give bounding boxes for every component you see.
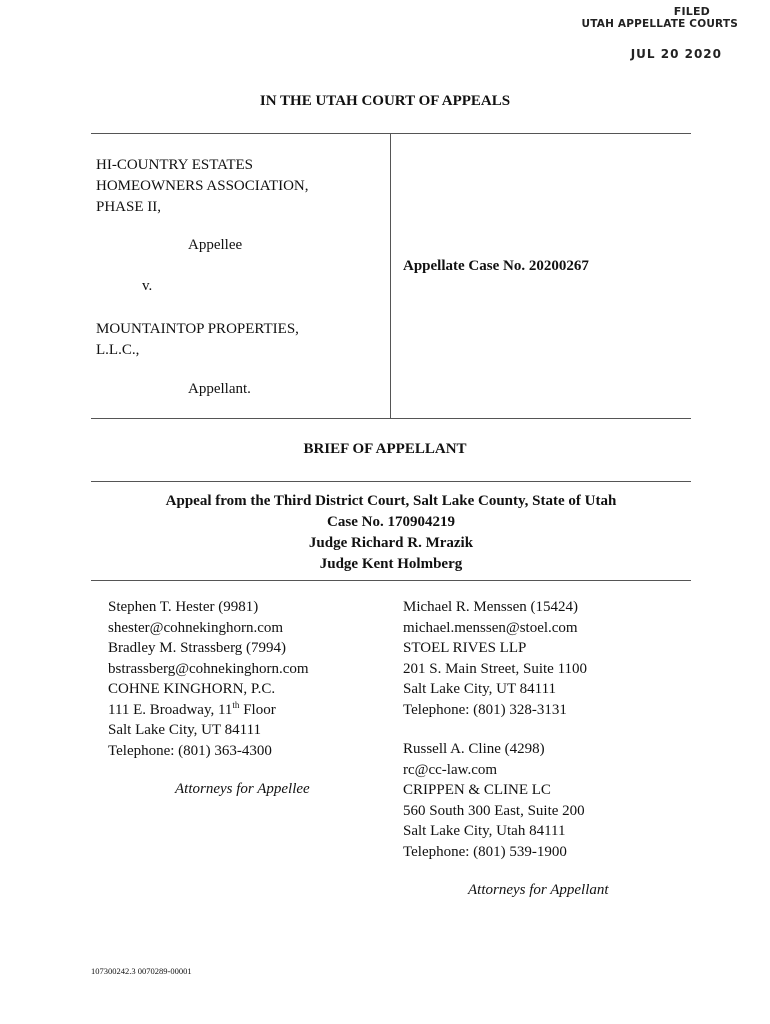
judge-2: Judge Kent Holmberg [319,556,463,572]
stamp-court: UTAH APPELLATE COURTS [581,18,738,30]
filed-stamp [581,6,738,61]
counsel-line: Bradley M. Strassberg (7994) [108,640,287,656]
attorneys-for-appellee: Attorneys for Appellee [175,781,310,797]
appellee-name-line: PHASE II, [96,199,162,215]
appellant-role: Appellant. [188,381,251,397]
counsel-line: Michael R. Menssen (15424) [403,599,578,615]
stamp-date: JUL 20 2020 [630,47,722,61]
appeal-bottom-rule [91,580,691,581]
appellant-name-line: L.L.C., [96,342,140,358]
counsel-city: Salt Lake City, UT 84111 [403,681,557,697]
caption-top-rule [91,133,691,134]
appellant-counsel-block-2 [403,739,585,862]
caption-divider [390,134,391,418]
appeal-from-block [91,491,691,575]
counsel-email: bstrassberg@cohnekinghorn.com [108,660,309,677]
address-prefix: 111 E. Broadway, 11 [108,701,233,718]
appellee-name [96,155,381,218]
counsel-phone: Telephone: (801) 539-1900 [403,843,567,860]
appellant-name-line: MOUNTAINTOP PROPERTIES, [96,321,299,337]
stamp-filed: FILED [673,5,710,18]
counsel-address: 560 South 300 East, Suite 200 [403,802,585,819]
counsel-email: shester@cohnekinghorn.com [108,619,284,636]
court-title: IN THE UTAH COURT OF APPEALS [259,93,511,109]
appellee-role: Appellee [188,237,243,253]
counsel-firm: COHNE KINGHORN, P.C. [108,681,276,697]
appellee-name-line: HOMEOWNERS ASSOCIATION, [96,178,309,194]
document-id-footer: 107300242.3 0070289-00001 [91,966,192,976]
case-number: Appellate Case No. 20200267 [403,258,589,274]
versus: v. [142,278,153,294]
appellee-name-line: HI-COUNTRY ESTATES [96,157,253,173]
brief-title: BRIEF OF APPELLANT [303,441,467,457]
appellee-counsel-block [108,597,309,761]
trial-case-number: Case No. 170904219 [327,514,455,530]
appeal-from-court: Appeal from the Third District Court, Salt Lake County, State of Utah [165,493,617,509]
address-sup: th [232,699,240,710]
counsel-address: 201 S. Main Street, Suite 1100 [403,660,588,677]
counsel-city: Salt Lake City, UT 84111 [108,722,262,738]
counsel-email: rc@cc-law.com [403,761,498,778]
counsel-line: Russell A. Cline (4298) [403,741,545,757]
counsel-phone: Telephone: (801) 328-3131 [403,701,567,718]
counsel-firm: STOEL RIVES LLP [403,640,527,656]
appellant-counsel-block-1 [403,597,587,720]
counsel-address [108,700,309,721]
counsel-firm: CRIPPEN & CLINE LC [403,782,551,798]
appeal-top-rule [91,481,691,482]
counsel-line: Stephen T. Hester (9981) [108,599,259,615]
counsel-city: Salt Lake City, Utah 84111 [403,823,566,839]
appellant-name [96,319,381,361]
counsel-email: michael.menssen@stoel.com [403,619,578,636]
address-suffix: Floor [239,701,276,718]
attorneys-for-appellant: Attorneys for Appellant [468,882,609,898]
judge-1: Judge Richard R. Mrazik [308,535,474,551]
caption-bottom-rule [91,418,691,419]
counsel-phone: Telephone: (801) 363-4300 [108,742,272,759]
